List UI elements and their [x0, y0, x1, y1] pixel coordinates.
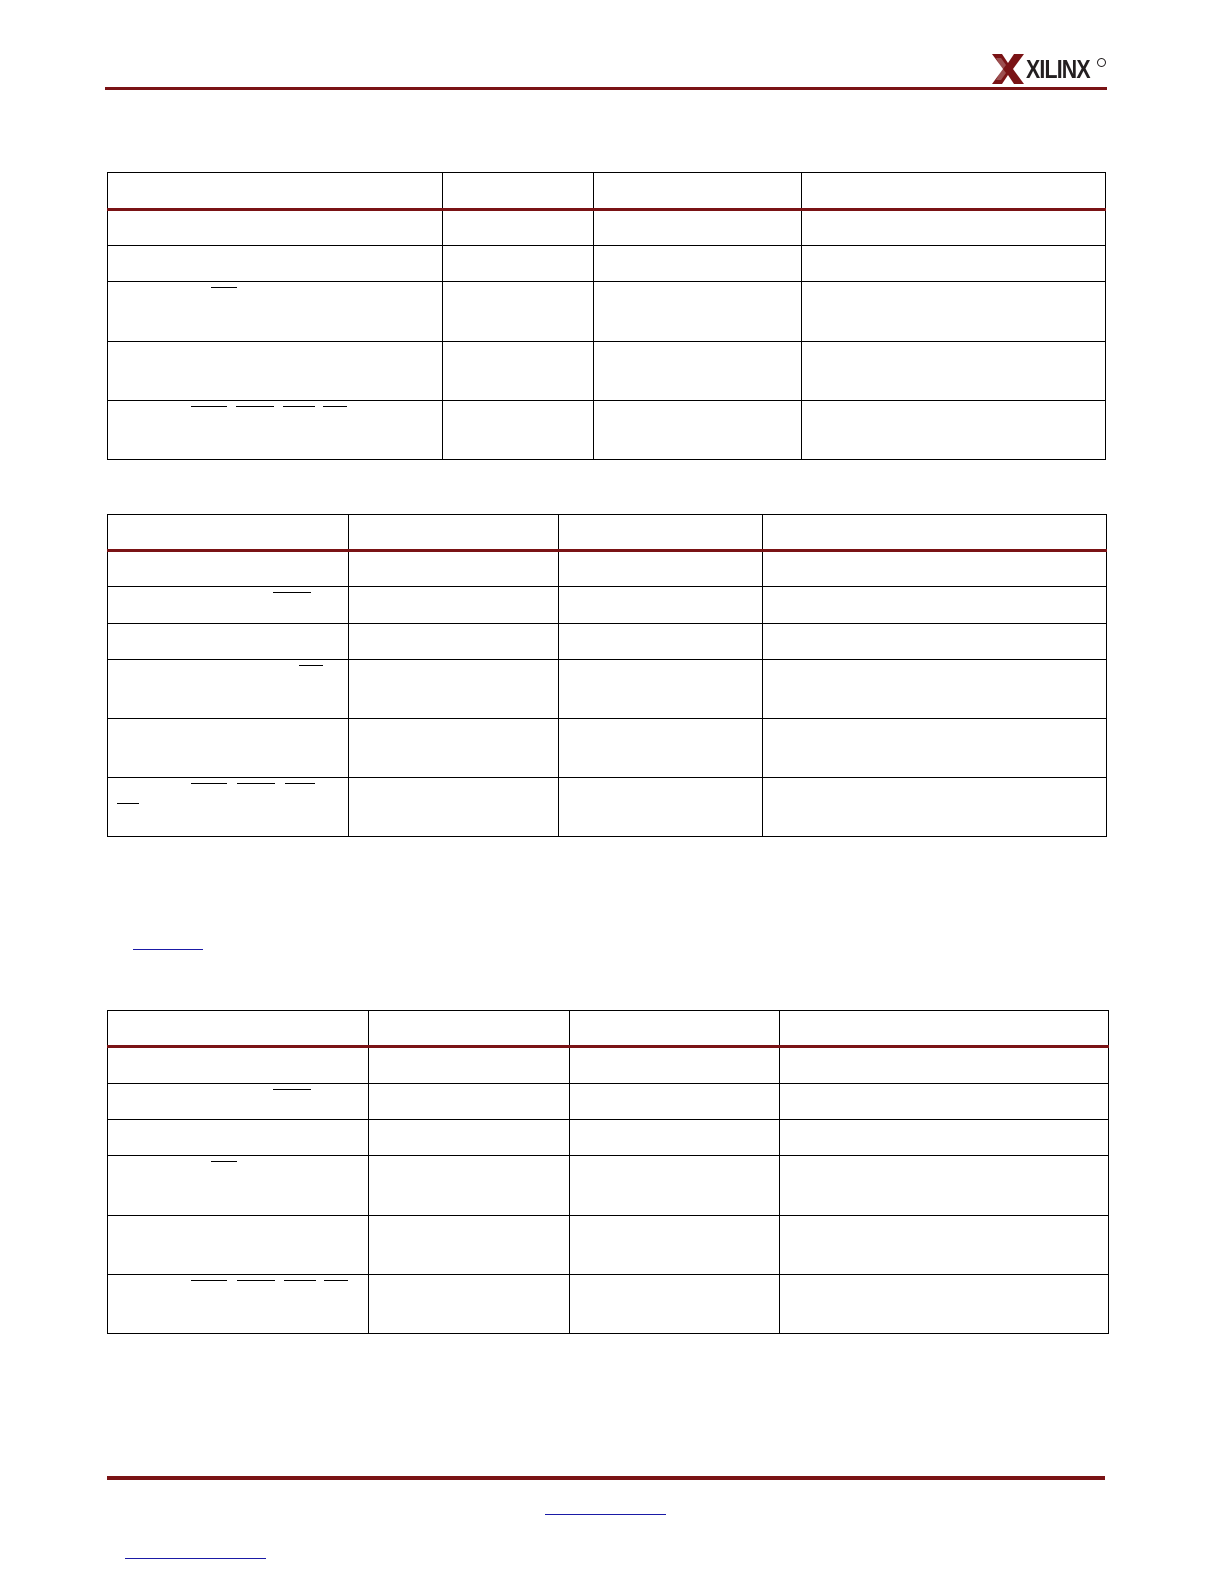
table-cell	[349, 660, 559, 719]
table-cell	[570, 1047, 780, 1084]
table-cell	[349, 624, 559, 660]
table-cell	[108, 282, 443, 342]
overline-mark	[211, 1161, 237, 1162]
table-cell	[443, 210, 594, 246]
overline-mark	[191, 1280, 227, 1281]
table-cell	[108, 210, 443, 246]
header-cell	[108, 515, 349, 551]
table-cell	[780, 1156, 1109, 1216]
table-cell	[559, 719, 763, 778]
table-cell	[594, 401, 802, 460]
table-cell	[570, 1275, 780, 1334]
table-cell	[369, 1047, 570, 1084]
table-row	[108, 660, 1107, 719]
registered-mark-icon	[1097, 58, 1106, 67]
table-cell	[108, 1047, 369, 1084]
table-cell	[570, 1084, 780, 1120]
table-cell	[108, 1084, 369, 1120]
overline-mark	[324, 1280, 348, 1281]
table-row	[108, 551, 1107, 587]
table-cell	[570, 1216, 780, 1275]
table-cell	[108, 1216, 369, 1275]
table-row	[108, 282, 1106, 342]
table-cell	[802, 246, 1106, 282]
table-cell	[369, 1275, 570, 1334]
header-cell	[108, 1011, 369, 1047]
table-cell	[802, 282, 1106, 342]
table-row	[108, 1156, 1109, 1216]
table-cell	[763, 660, 1107, 719]
table-row	[108, 342, 1106, 401]
overline-mark	[299, 665, 323, 666]
table-cell	[559, 551, 763, 587]
table-cell	[108, 246, 443, 282]
header-cell	[802, 173, 1106, 210]
table-cell	[108, 1156, 369, 1216]
table-row	[108, 778, 1107, 837]
header-cell	[443, 173, 594, 210]
overline-mark	[191, 406, 227, 407]
overline-mark	[283, 406, 315, 407]
footer-link-left[interactable]	[125, 1558, 266, 1559]
header-rule	[105, 87, 1107, 90]
spec-table-1	[107, 172, 1106, 460]
table-row	[108, 1084, 1109, 1120]
table-row	[108, 401, 1106, 460]
table-row	[108, 246, 1106, 282]
table-cell	[349, 778, 559, 837]
overline-mark	[323, 406, 347, 407]
overline-mark	[273, 1089, 311, 1090]
header-cell	[369, 1011, 570, 1047]
table-cell	[594, 342, 802, 401]
table-row	[108, 719, 1107, 778]
table-cell	[594, 246, 802, 282]
table-row	[108, 1216, 1109, 1275]
table-cell	[108, 1275, 369, 1334]
overline-mark	[211, 287, 237, 288]
table-header-row	[108, 515, 1107, 551]
table-header-row	[108, 173, 1106, 210]
table-cell	[108, 401, 443, 460]
table-cell	[570, 1156, 780, 1216]
footer-link-center[interactable]	[545, 1514, 666, 1515]
footer-rule	[107, 1476, 1105, 1480]
table-cell	[763, 624, 1107, 660]
table-row	[108, 210, 1106, 246]
table-cell	[763, 551, 1107, 587]
logo-wordmark: XILINX	[1026, 54, 1090, 84]
overline-mark	[273, 592, 311, 593]
spec-table-2	[107, 514, 1107, 837]
table-cell	[443, 246, 594, 282]
table-cell	[780, 1047, 1109, 1084]
xilinx-logo	[990, 52, 1108, 86]
table-cell	[369, 1216, 570, 1275]
overline-mark	[191, 783, 227, 784]
table-cell	[763, 778, 1107, 837]
table-row	[108, 1120, 1109, 1156]
overline-mark	[237, 1280, 275, 1281]
table-cell	[559, 587, 763, 624]
table-cell	[369, 1120, 570, 1156]
header-cell	[780, 1011, 1109, 1047]
table-row	[108, 624, 1107, 660]
header-cell	[570, 1011, 780, 1047]
table-cell	[108, 1120, 369, 1156]
header-cell	[763, 515, 1107, 551]
spec-table-3	[107, 1010, 1109, 1334]
table-cell	[802, 210, 1106, 246]
table-cell	[780, 1084, 1109, 1120]
table-cell	[780, 1120, 1109, 1156]
table-cell	[369, 1084, 570, 1120]
header-cell	[559, 515, 763, 551]
table-cell	[349, 551, 559, 587]
table-cell	[369, 1156, 570, 1216]
overline-mark	[236, 406, 274, 407]
table-cell	[443, 401, 594, 460]
header-cell	[594, 173, 802, 210]
table-row	[108, 587, 1107, 624]
table-cell	[559, 778, 763, 837]
overline-mark	[284, 1280, 316, 1281]
table-cell	[108, 587, 349, 624]
body-link[interactable]	[133, 949, 203, 950]
table-cell	[108, 624, 349, 660]
table-cell	[594, 282, 802, 342]
table-cell	[570, 1120, 780, 1156]
table-cell	[108, 660, 349, 719]
table-cell	[763, 587, 1107, 624]
table-cell	[780, 1216, 1109, 1275]
table-cell	[763, 719, 1107, 778]
header-cell	[108, 173, 443, 210]
header-cell	[349, 515, 559, 551]
overline-mark	[117, 803, 139, 804]
table-cell	[443, 282, 594, 342]
table-cell	[443, 342, 594, 401]
table-cell	[108, 719, 349, 778]
overline-mark	[237, 783, 275, 784]
table-cell	[108, 778, 349, 837]
table-cell	[559, 660, 763, 719]
table-cell	[594, 210, 802, 246]
table-cell	[802, 342, 1106, 401]
table-cell	[349, 587, 559, 624]
table-row	[108, 1275, 1109, 1334]
table-cell	[349, 719, 559, 778]
table-header-row	[108, 1011, 1109, 1047]
table-cell	[802, 401, 1106, 460]
overline-mark	[285, 783, 315, 784]
table-cell	[108, 551, 349, 587]
table-row	[108, 1047, 1109, 1084]
xilinx-x-mark-icon	[990, 52, 1026, 86]
table-cell	[108, 342, 443, 401]
table-cell	[559, 624, 763, 660]
table-cell	[780, 1275, 1109, 1334]
